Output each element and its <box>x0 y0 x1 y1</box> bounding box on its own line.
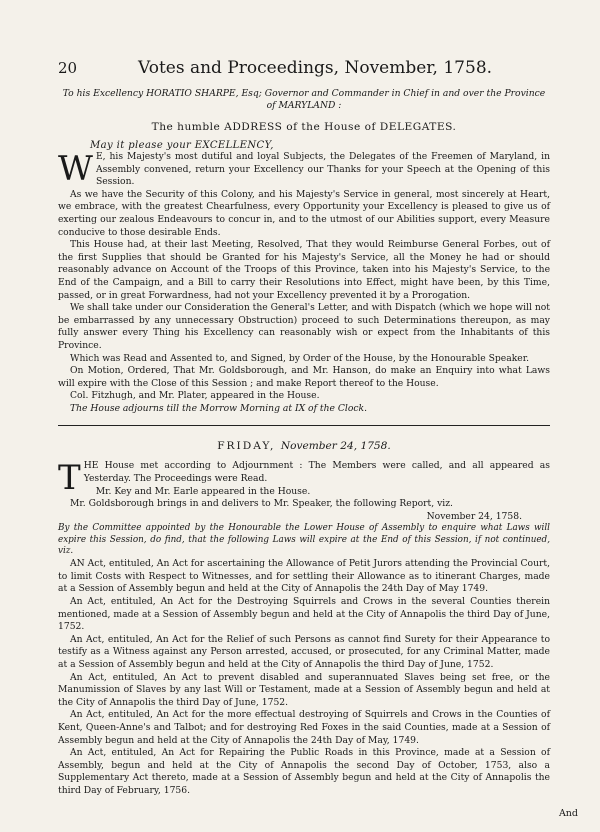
address-paragraph: As we have the Security of this Colony, and his Majesty's Service in general, most sincerely at Heart, we embrace, with the greatest Chearfulness, every Opportunity your Excellency is pleased to give us of exerting our zealous Endeavours to concur in, and to the utmost of our Abilities support, every Measure conducive to those desirable Ends. <box>58 188 550 238</box>
address-paragraph <box>58 151 550 189</box>
section-divider <box>58 425 550 426</box>
proceedings-paragraph: Mr. Key and Mr. Earle appeared in the House. <box>95 485 311 497</box>
act-entry: An Act, entituled, An Act for the Destroying Squirrels and Crows in the several Counties therein mentioned, made at a Session of Assembly begun and held at the City of Annapolis the third Day of June, 1752. <box>58 596 550 633</box>
adjournment-note: The House adjourns till the Morrow Morning at IX of the Clock. <box>70 402 368 414</box>
act-entry: An Act, entituled, An Act to prevent disabled and superannuated Slaves being set free, or the Manumission of Slaves by any last Will or Testament, made at a Session of Assembly begun and held at the City of Annapolis the third Day of June, 1752. <box>58 671 550 708</box>
paragraph-text: E, his Majesty's most dutiful and loyal Subjects, the Delegates of the Freemen of Maryland, in Assembly convened, return your Excellency our Thanks for your Speech at the Opening of this Session. <box>95 151 550 188</box>
drop-cap: W <box>58 149 93 189</box>
address-recipient: To his Excellency HORATIO SHARPE, Esq; Governor and Commander in Chief in and over the Province of MARYLAND : <box>62 88 546 111</box>
committee-statement: By the Committee appointed by the Honourable the Lower House of Assembly to enquire what Laws will expire this Session, do find, that the following Laws will expire at the End of this Session, if not continued, viz. <box>58 522 550 557</box>
address-title: The humble ADDRESS of the House of DELEGATES. <box>151 121 457 133</box>
paragraph-text: HE House met according to Adjournment : The Members were called, and all appeared as Yesterday. The Proceedings were Read. <box>83 460 550 485</box>
day-date: November 24, 1758. <box>280 440 391 453</box>
running-head <box>58 58 550 78</box>
act-entry: An Act, entituled, An Act for Repairing the Public Roads in this Province, made at a Session of Assembly, begun and held at the City of Annapolis the second Day of October, 1753, also a Supplementary Act thereto, made at a Session of Assembly begun and held at the City of Annapolis the third Day of February, 1756. <box>58 747 550 796</box>
page-title: Votes and Proceedings, November, 1758. <box>138 58 493 78</box>
day-heading <box>58 440 550 452</box>
act-entry: AN Act, entituled, An Act for ascertaining the Allowance of Petit Jurors attending the Provincial Court, to limit Costs with Respect to Witnesses, and for settling their Allowance as to itinerant Charges, made at a Session of Assembly begun and held at the City of Annapolis the 24th Day of May 1749. <box>58 558 550 595</box>
catchword: And <box>558 808 578 819</box>
address-paragraph: Which was Read and Assented to, and Signed, by Order of the House, by the Honourable Speaker. <box>70 352 530 364</box>
address-paragraph: This House had, at their last Meeting, Resolved, That they would Reimburse General Forbes, out of the first Supplies that should be Granted for his Majesty's Service, all the Money he had or should reasonably advance on Account of the Troops of this Province, taken into his Majesty's Service, to the End of the Campaign, and a Bill to carry their Resolutions into Effect, might have been, by this Time, passed, or in great Forwardness, had not your Excellency prevented it by a Prorogation. <box>58 239 550 301</box>
salutation: May it please your EXCELLENCY, <box>90 140 274 151</box>
act-entry: An Act, entituled, An Act for the Relief of such Persons as cannot find Surety for their Appearance to testify as a Witness against any Person arrested, accused, or prosecuted, for any Criminal Matter, made at a Session of Assembly begun and held at the City of Annapolis the third Day of June, 1752. <box>58 633 550 670</box>
report-date: November 24, 1758. <box>426 510 522 522</box>
drop-cap: T <box>58 458 81 499</box>
address-paragraph: On Motion, Ordered, That Mr. Goldsborough, and Mr. Hanson, do make an Enquiry into what Laws will expire with the Close of this Session ; and make Report thereof to the House. <box>58 365 550 389</box>
day-name: FRIDAY, <box>217 440 276 453</box>
page-number: 20 <box>58 59 78 77</box>
proceedings-paragraph: Mr. Goldsborough brings in and delivers to Mr. Speaker, the following Report, viz. <box>70 498 453 510</box>
address-paragraph: Col. Fitzhugh, and Mr. Plater, appeared in the House. <box>70 390 320 402</box>
act-entry: An Act, entituled, An Act for the more effectual destroying of Squirrels and Crows in the Counties of Kent, Queen-Anne's and Talbot; and for destroying Red Foxes in the said Counties, made at a Session of Assembly begun and held at the City of Annapolis the 24th Day of May, 1749. <box>58 709 550 746</box>
address-paragraph: We shall take under our Consideration the General's Letter, and with Dispatch (which we hope will not be embarrassed by any unnecessary Obstruction) proceed to such Determinations thereupon, as may fully answer every Thing his Excellency can reasonably wish or expect from the Inhabitants of this Province. <box>58 302 550 351</box>
